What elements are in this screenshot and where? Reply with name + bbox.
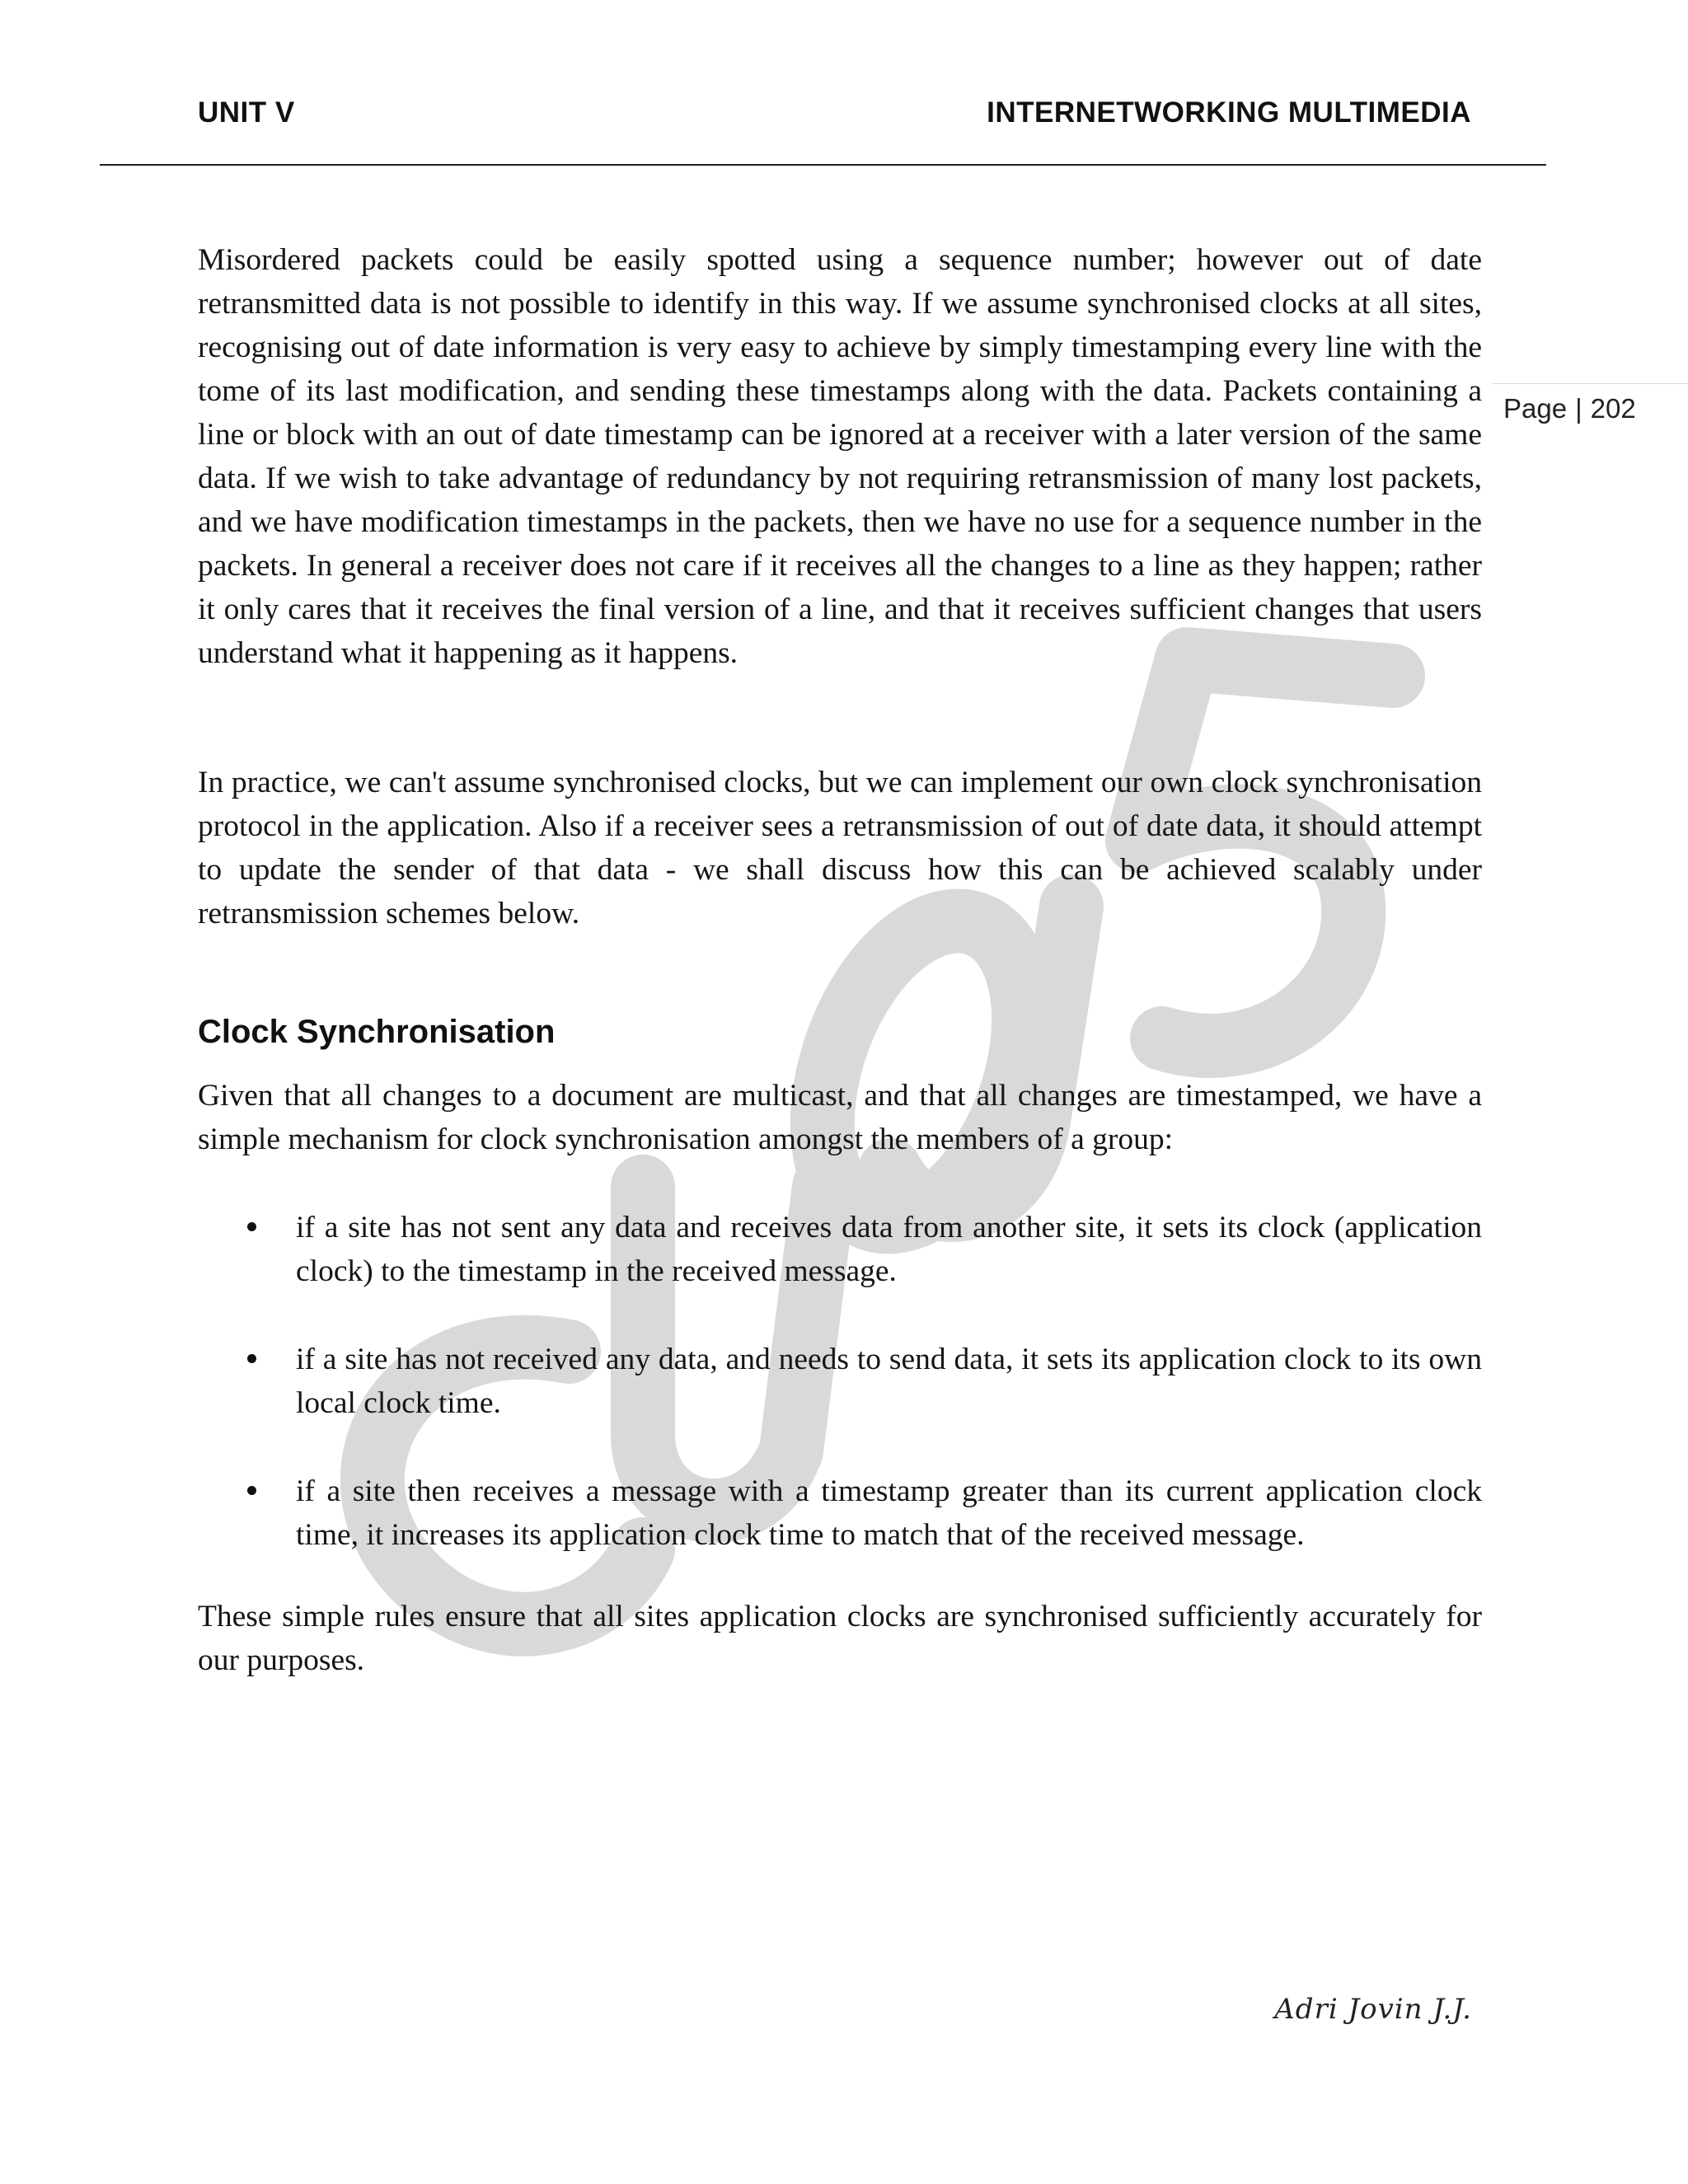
list-item xyxy=(198,1469,1482,1557)
paragraph-in-practice: In practice, we can't assume synchronised clocks, but we can implement our own clock synchronisation protocol in the application. Also if a receiver sees a retransmission of out of date data, it should attempt to update the sender of that data - we shall discuss how this can be achieved scalably under retransmission schemes below. xyxy=(198,766,1482,930)
header-unit: UNIT V xyxy=(198,96,295,129)
section-heading: Clock Synchronisation xyxy=(198,1014,556,1050)
list-item-text: if a site has not sent any data and receives data from another site, it sets its clock (application clock) to the timestamp in the received message. xyxy=(296,1211,1482,1288)
rules-list xyxy=(198,1206,1482,1601)
page-tab-divider xyxy=(1492,383,1688,384)
page-number: 202 xyxy=(1590,393,1636,424)
header-divider xyxy=(100,164,1546,166)
list-item xyxy=(198,1206,1482,1293)
paragraph-misordered-packets: Misordered packets could be easily spotted using a sequence number; however out of date retransmitted data is not possible to identify in this way. If we assume synchronised clocks at all sites, recognising out of date information is very easy to achieve by simply timestamping every line with the tome of its last modification, and sending these timestamps along with the data. Packets containing a line or block with an out of date timestamp can be ignored at a receiver with a later version of the same data. If we wish to take advantage of redundancy by not requiring retransmission of many lost packets, and we have modification timestamps in the packets, then we have no use for a sequence number in the packets. In general a receiver does not care if it receives all the changes to a line as they happen; rather it only cares that it receives the final version of a line, and that it receives sufficient changes that users understand what it happening as it happens. xyxy=(198,243,1482,670)
list-item xyxy=(198,1338,1482,1425)
page-number-label xyxy=(1503,393,1636,424)
list-item-text: if a site has not received any data, and needs to send data, it sets its application clock to its own local clock time. xyxy=(296,1343,1482,1420)
list-item-text: if a site then receives a message with a timestamp greater than its current application clock time, it increases its application clock time to match that of the received message. xyxy=(296,1474,1482,1552)
paragraph-clock-intro: Given that all changes to a document are multicast, and that all changes are timestamped, we have a simple mechanism for clock synchronisation amongst the members of a group: xyxy=(198,1079,1482,1156)
page-word: Page xyxy=(1503,393,1568,424)
header-title: INTERNETWORKING MULTIMEDIA xyxy=(987,96,1471,129)
bullet-icon xyxy=(247,1222,256,1231)
bullet-icon xyxy=(247,1354,256,1363)
paragraph-conclusion: These simple rules ensure that all sites application clocks are synchronised sufficiently accurately for our purposes. xyxy=(198,1600,1482,1677)
page-separator: | xyxy=(1575,393,1582,424)
author-signature: Adri Jovin J.J. xyxy=(1274,1993,1472,2026)
bullet-icon xyxy=(247,1486,256,1495)
